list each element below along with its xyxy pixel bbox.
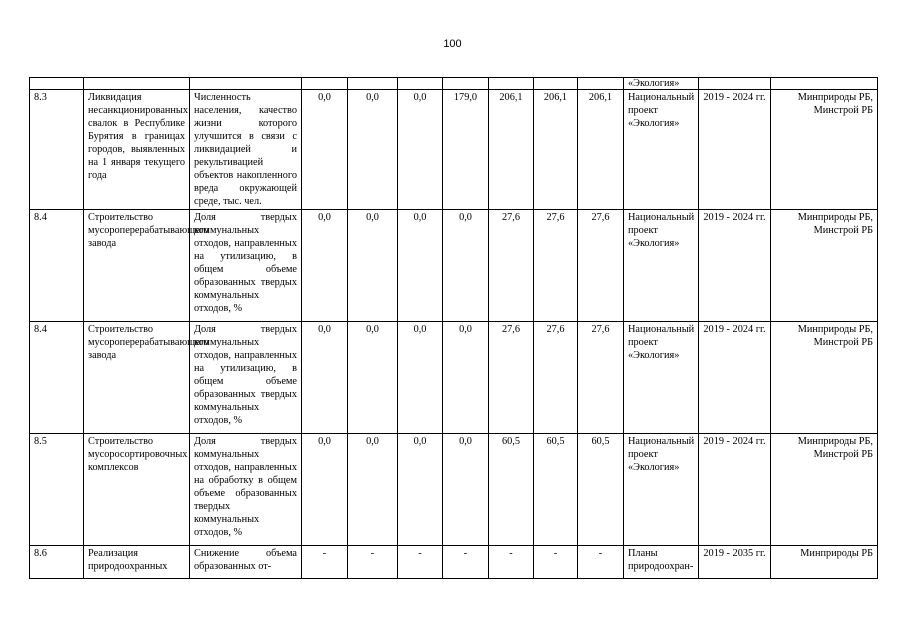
cell-responsible: Минприроды РБ, Минстрой РБ bbox=[771, 322, 878, 434]
cell-value bbox=[302, 78, 348, 90]
cell-number: 8.4 bbox=[30, 210, 84, 322]
cell-value: 27,6 bbox=[534, 322, 578, 434]
cell-value: 206,1 bbox=[534, 90, 578, 210]
cell-value bbox=[443, 78, 489, 90]
page-number: 100 bbox=[443, 38, 462, 50]
cell-value: - bbox=[348, 546, 398, 579]
cell-value: - bbox=[578, 546, 624, 579]
cell-value: 0,0 bbox=[302, 434, 348, 546]
cell-value: 27,6 bbox=[489, 210, 534, 322]
cell-indicator bbox=[190, 78, 302, 90]
table-row bbox=[30, 210, 878, 322]
cell-period: 2019 - 2035 гг. bbox=[699, 546, 771, 579]
cell-value bbox=[578, 78, 624, 90]
cell-funding-source: Планы природоохран- bbox=[624, 546, 699, 579]
cell-funding-source: Национальный проект «Экология» bbox=[624, 322, 699, 434]
cell-value bbox=[489, 78, 534, 90]
cell-value: 0,0 bbox=[302, 210, 348, 322]
cell-funding-source: «Экология» bbox=[624, 78, 699, 90]
cell-value: 27,6 bbox=[489, 322, 534, 434]
cell-number: 8.6 bbox=[30, 546, 84, 579]
cell-indicator: Снижение объема образованных от- bbox=[190, 546, 302, 579]
cell-value: 0,0 bbox=[302, 90, 348, 210]
cell-value: 0,0 bbox=[348, 210, 398, 322]
cell-number bbox=[30, 78, 84, 90]
cell-value: - bbox=[398, 546, 443, 579]
cell-responsible: Минприроды РБ bbox=[771, 546, 878, 579]
cell-period bbox=[699, 78, 771, 90]
cell-value: 206,1 bbox=[578, 90, 624, 210]
cell-value: 60,5 bbox=[489, 434, 534, 546]
cell-value: - bbox=[443, 546, 489, 579]
cell-number: 8.3 bbox=[30, 90, 84, 210]
cell-value bbox=[348, 78, 398, 90]
cell-funding-source: Национальный проект «Экология» bbox=[624, 90, 699, 210]
cell-measure-name: Строительство мусоросортировочных комплексов bbox=[84, 434, 190, 546]
cell-indicator: Доля твердых коммунальных отходов, направленных на утилизацию, в общем объеме образованных твердых коммунальных отходов, % bbox=[190, 210, 302, 322]
table-row bbox=[30, 90, 878, 210]
cell-value: 60,5 bbox=[534, 434, 578, 546]
cell-period: 2019 - 2024 гг. bbox=[699, 322, 771, 434]
table-row bbox=[30, 78, 878, 90]
cell-measure-name: Строительство мусороперерабатывающего завода bbox=[84, 322, 190, 434]
table-row bbox=[30, 434, 878, 546]
cell-value bbox=[398, 78, 443, 90]
cell-indicator: Доля твердых коммунальных отходов, направленных на обработку в общем объеме образованных твердых коммунальных отходов, % bbox=[190, 434, 302, 546]
cell-responsible bbox=[771, 78, 878, 90]
cell-indicator: Доля твердых коммунальных отходов, направленных на утилизацию, в общем объеме образованных твердых коммунальных отходов, % bbox=[190, 322, 302, 434]
cell-value: 179,0 bbox=[443, 90, 489, 210]
cell-responsible: Минприроды РБ, Минстрой РБ bbox=[771, 90, 878, 210]
cell-period: 2019 - 2024 гг. bbox=[699, 90, 771, 210]
cell-value: 27,6 bbox=[578, 322, 624, 434]
cell-funding-source: Национальный проект «Экология» bbox=[624, 210, 699, 322]
cell-value: 27,6 bbox=[534, 210, 578, 322]
cell-value: 0,0 bbox=[302, 322, 348, 434]
cell-value: 0,0 bbox=[443, 210, 489, 322]
cell-period: 2019 - 2024 гг. bbox=[699, 434, 771, 546]
cell-value: 0,0 bbox=[348, 90, 398, 210]
cell-value: 0,0 bbox=[398, 210, 443, 322]
cell-value: - bbox=[489, 546, 534, 579]
cell-responsible: Минприроды РБ, Минстрой РБ bbox=[771, 434, 878, 546]
cell-value: 0,0 bbox=[348, 322, 398, 434]
cell-value: - bbox=[302, 546, 348, 579]
cell-value: - bbox=[534, 546, 578, 579]
cell-value: 0,0 bbox=[348, 434, 398, 546]
measures-table bbox=[29, 77, 878, 579]
cell-value: 27,6 bbox=[578, 210, 624, 322]
cell-value: 60,5 bbox=[578, 434, 624, 546]
cell-measure-name bbox=[84, 78, 190, 90]
cell-value bbox=[534, 78, 578, 90]
cell-responsible: Минприроды РБ, Минстрой РБ bbox=[771, 210, 878, 322]
table-row bbox=[30, 322, 878, 434]
cell-number: 8.5 bbox=[30, 434, 84, 546]
table-body bbox=[30, 78, 878, 579]
cell-indicator: Численность населения, качество жизни которого улучшится в связи с ликвидацией и рекультивацией объектов накопленного вреда окружающей среде, тыс. чел. bbox=[190, 90, 302, 210]
table-row bbox=[30, 546, 878, 579]
cell-value: 0,0 bbox=[443, 322, 489, 434]
cell-measure-name: Ликвидация несанкционированных свалок в Республике Бурятия в границах городов, выявленных на 1 января текущего года bbox=[84, 90, 190, 210]
cell-measure-name: Строительство мусороперерабатывающего завода bbox=[84, 210, 190, 322]
cell-value: 0,0 bbox=[398, 90, 443, 210]
cell-number: 8.4 bbox=[30, 322, 84, 434]
cell-funding-source: Национальный проект «Экология» bbox=[624, 434, 699, 546]
cell-value: 206,1 bbox=[489, 90, 534, 210]
cell-value: 0,0 bbox=[443, 434, 489, 546]
cell-value: 0,0 bbox=[398, 322, 443, 434]
cell-measure-name: Реализация природоохранных bbox=[84, 546, 190, 579]
cell-value: 0,0 bbox=[398, 434, 443, 546]
cell-period: 2019 - 2024 гг. bbox=[699, 210, 771, 322]
